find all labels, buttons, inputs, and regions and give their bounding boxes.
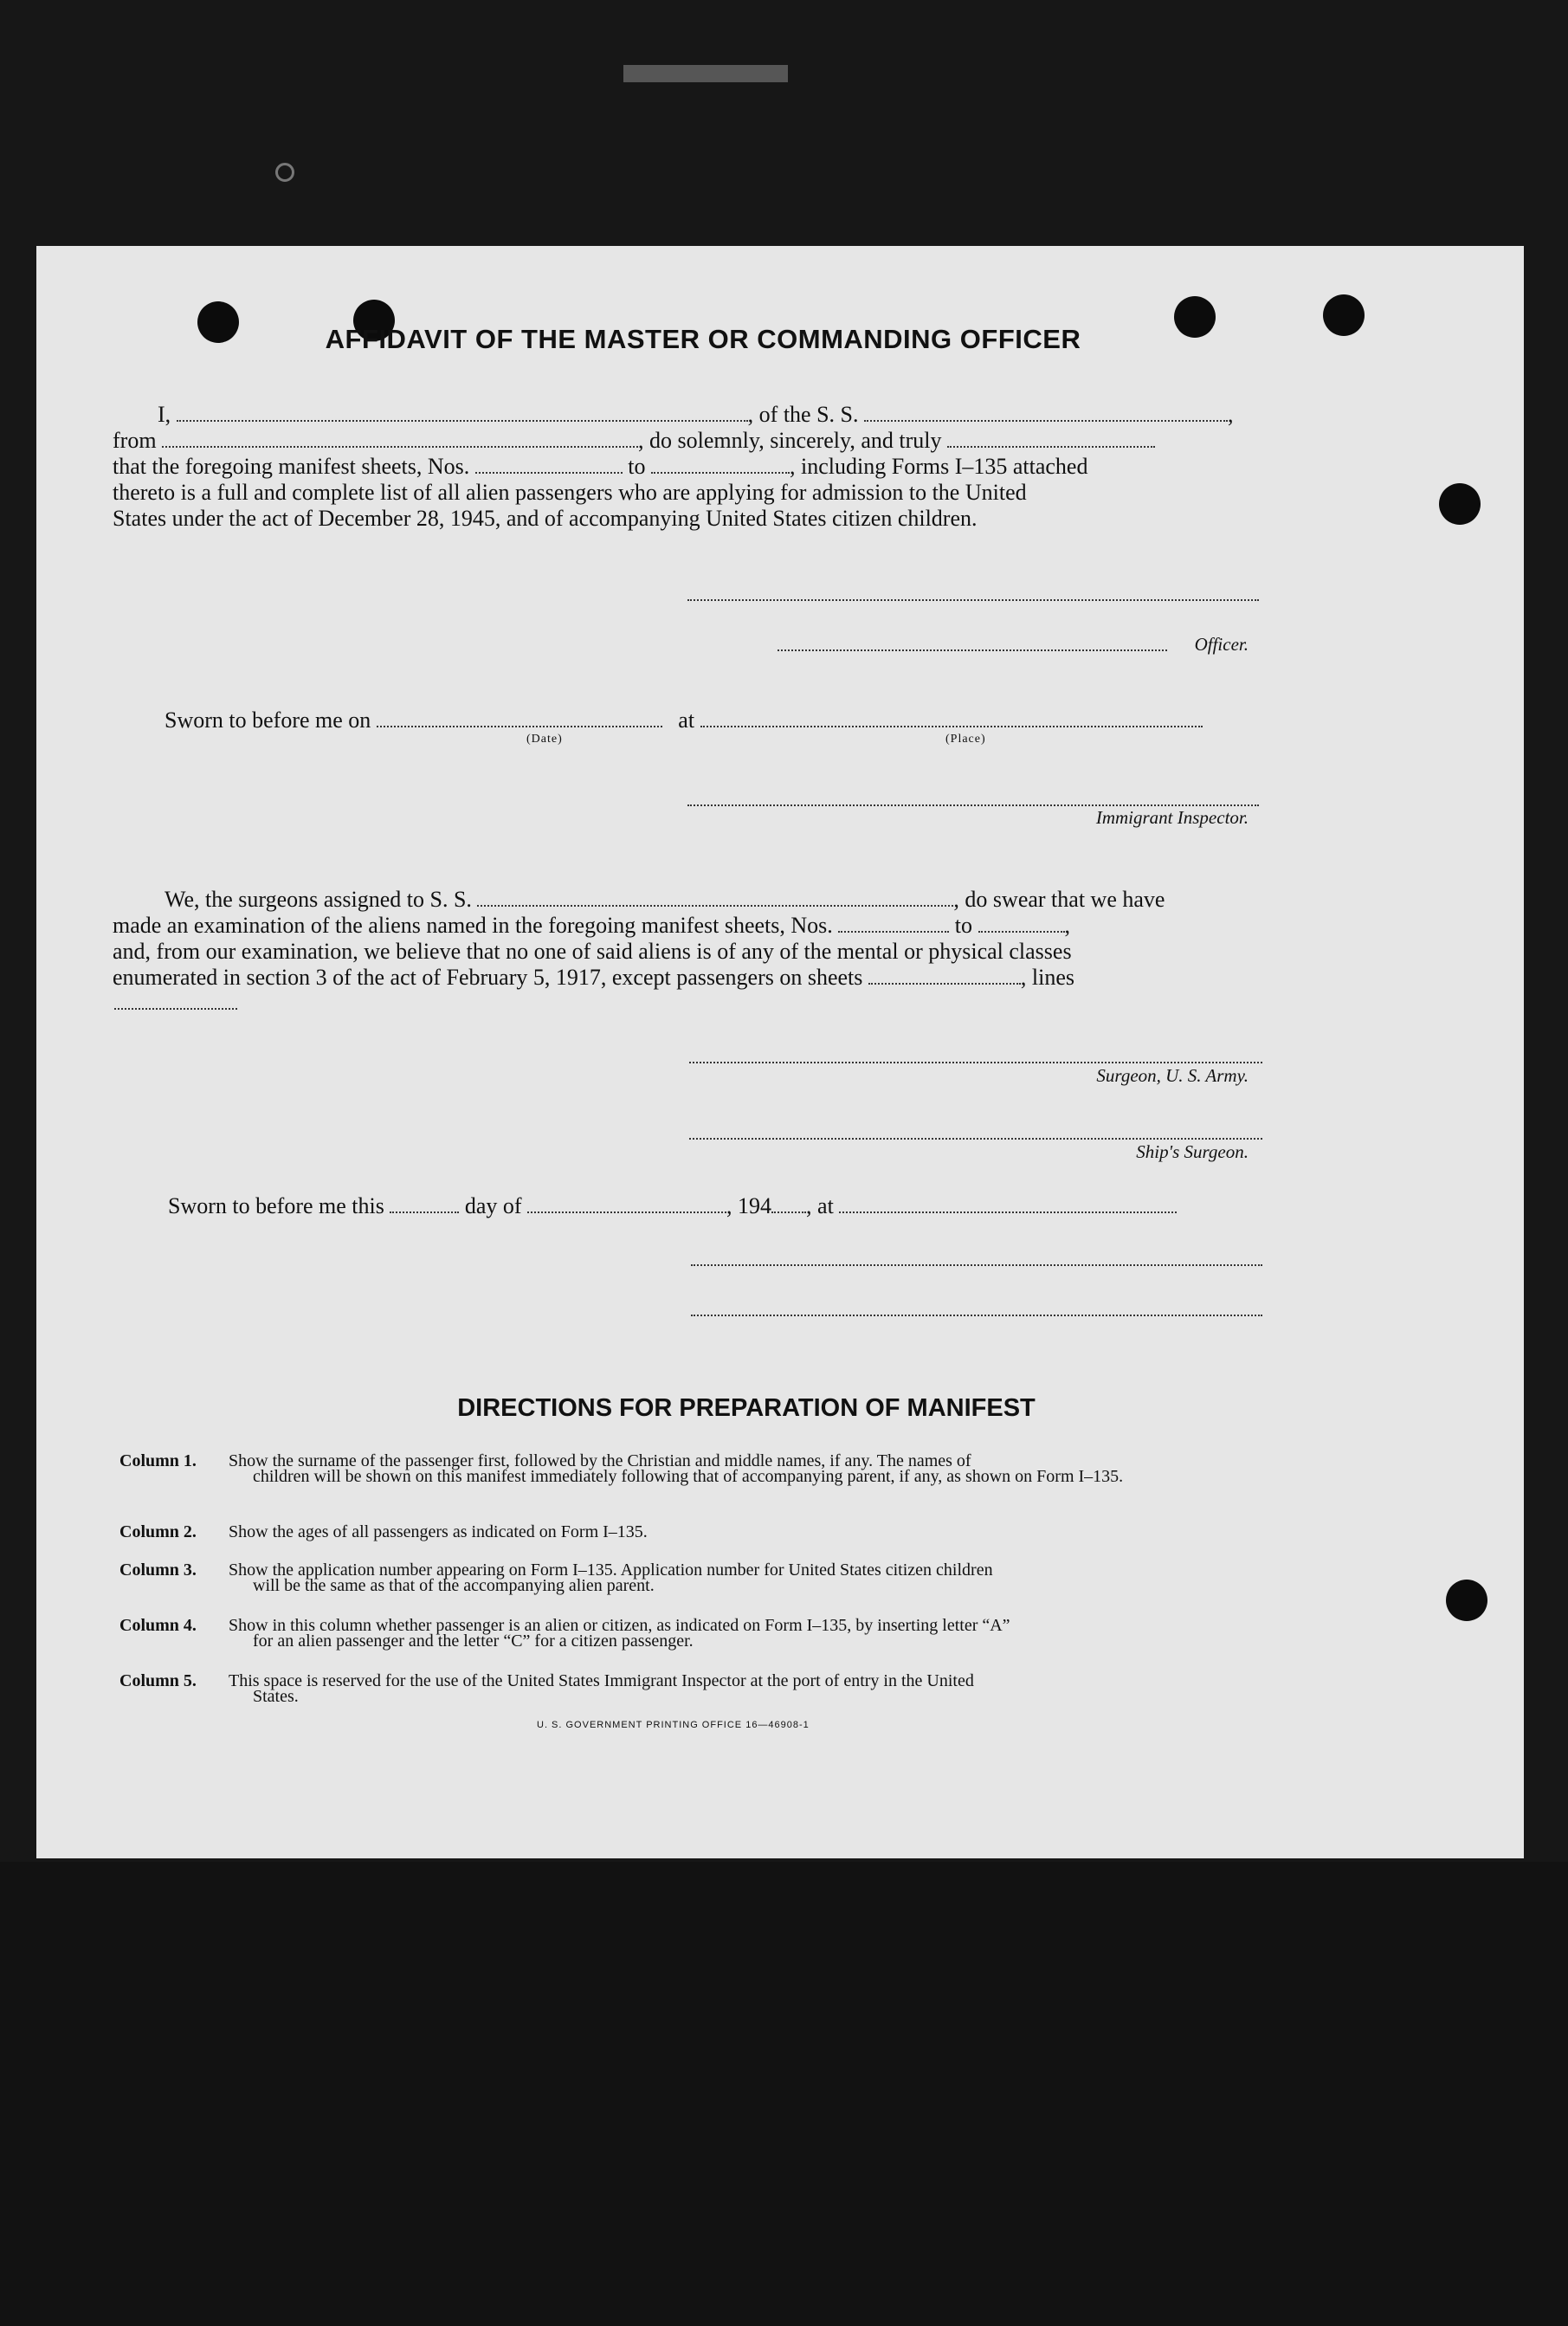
sworn-year-field[interactable] [771, 1194, 806, 1213]
affidavit-line-4: thereto is a full and complete list of all alien passengers who are applying for admission to the United [113, 480, 1027, 505]
from-port-field[interactable] [162, 429, 638, 448]
affidavit-line-5: States under the act of December 28, 1945, and of accompanying United States citizen children. [113, 506, 978, 531]
surgeons-line-1: We, the surgeons assigned to S. S. , do swear that we have [165, 887, 1165, 912]
affidavit-blank-field[interactable] [947, 429, 1155, 448]
surgeons-sheet-from-field[interactable] [838, 914, 949, 933]
date-caption: (Date) [526, 733, 563, 746]
direction-text: Show the surname of the passenger first, followed by the Christian and middle names, if any. The names of children will be shown on this manifest immediately following that of accompanying parent, if any, as shown on Form I–135. [229, 1451, 1124, 1486]
official-title-line[interactable] [691, 1315, 1262, 1316]
directions-title: DIRECTIONS FOR PREPARATION OF MANIFEST [457, 1394, 1036, 1422]
sworn-place-field[interactable] [700, 708, 1203, 727]
scan-artifact-ring [275, 163, 294, 182]
form-sheet [36, 246, 1524, 1858]
army-surgeon-signature-line[interactable] [689, 1062, 1262, 1063]
inspector-signature-line[interactable] [687, 804, 1259, 806]
sworn-date-field[interactable] [377, 708, 662, 727]
direction-label: Column 3. [119, 1560, 197, 1580]
ships-surgeon-signature-line[interactable] [689, 1138, 1262, 1140]
master-signature-line[interactable] [687, 599, 1259, 601]
surgeons-line-4: enumerated in section 3 of the act of February 5, 1917, except passengers on sheets , lines [113, 965, 1075, 990]
punch-hole [1323, 294, 1365, 336]
ship-name-field[interactable] [864, 403, 1228, 422]
affidavit-line-3: that the foregoing manifest sheets, Nos. to , including Forms I–135 attached [113, 454, 1088, 479]
sworn-day-field[interactable] [390, 1194, 459, 1213]
surgeons-line-2: made an examination of the aliens named in the foregoing manifest sheets, Nos. to , [113, 913, 1070, 938]
scan-background [0, 1862, 1568, 2326]
surgeons-sheet-to-field[interactable] [978, 914, 1065, 933]
scan-artifact [623, 65, 788, 82]
place-caption: (Place) [945, 733, 986, 746]
inspector-label: Immigrant Inspector. [1095, 807, 1249, 828]
official-signature-line[interactable] [691, 1264, 1262, 1266]
direction-label: Column 2. [119, 1522, 197, 1541]
direction-text: Show the application number appearing on Form I–135. Application number for United States citizen children will be the same as that of the accompanying alien parent. [229, 1560, 993, 1595]
affidavit-line-1: I, , of the S. S. , [158, 402, 1234, 427]
printing-office-footer: U. S. GOVERNMENT PRINTING OFFICE 16—46908-1 [537, 1720, 810, 1730]
sworn-this-line: Sworn to before me this day of , 194 , at [168, 1193, 1177, 1219]
sheet-to-field[interactable] [651, 455, 790, 474]
punch-hole [1446, 1580, 1487, 1621]
form-title: AFFIDAVIT OF THE MASTER OR COMMANDING OFFICER [325, 324, 1081, 354]
direction-label: Column 5. [119, 1671, 197, 1690]
direction-text: Show the ages of all passengers as indicated on Form I–135. [229, 1522, 648, 1541]
sworn-before-line: Sworn to before me on at [165, 707, 1203, 733]
punch-hole [1439, 483, 1481, 525]
surgeons-line-3: and, from our examination, we believe that no one of said aliens is of any of the mental or physical classes [113, 939, 1072, 964]
master-name-field[interactable] [177, 403, 748, 422]
officer-label: Officer. [1194, 634, 1249, 655]
sworn-location-field[interactable] [839, 1194, 1177, 1213]
surgeons-ship-field[interactable] [477, 888, 953, 907]
ships-surgeon-label: Ship's Surgeon. [1136, 1141, 1249, 1162]
affidavit-line-2: from , do solemnly, sincerely, and truly [113, 428, 1155, 454]
direction-text: Show in this column whether passenger is an alien or citizen, as indicated on Form I–135, by inserting letter “A” for an alien passenger and the letter “C” for a citizen passenger. [229, 1616, 1010, 1651]
except-sheets-field[interactable] [868, 966, 1021, 985]
direction-label: Column 1. [119, 1451, 197, 1470]
sworn-month-field[interactable] [527, 1194, 726, 1213]
direction-text: This space is reserved for the use of the United States Immigrant Inspector at the port of entry in the United States. [229, 1671, 974, 1706]
direction-label: Column 4. [119, 1616, 197, 1635]
lines-field[interactable] [114, 1008, 237, 1010]
officer-signature-line[interactable] [778, 649, 1167, 651]
army-surgeon-label: Surgeon, U. S. Army. [1096, 1065, 1249, 1086]
sheet-from-field[interactable] [475, 455, 623, 474]
